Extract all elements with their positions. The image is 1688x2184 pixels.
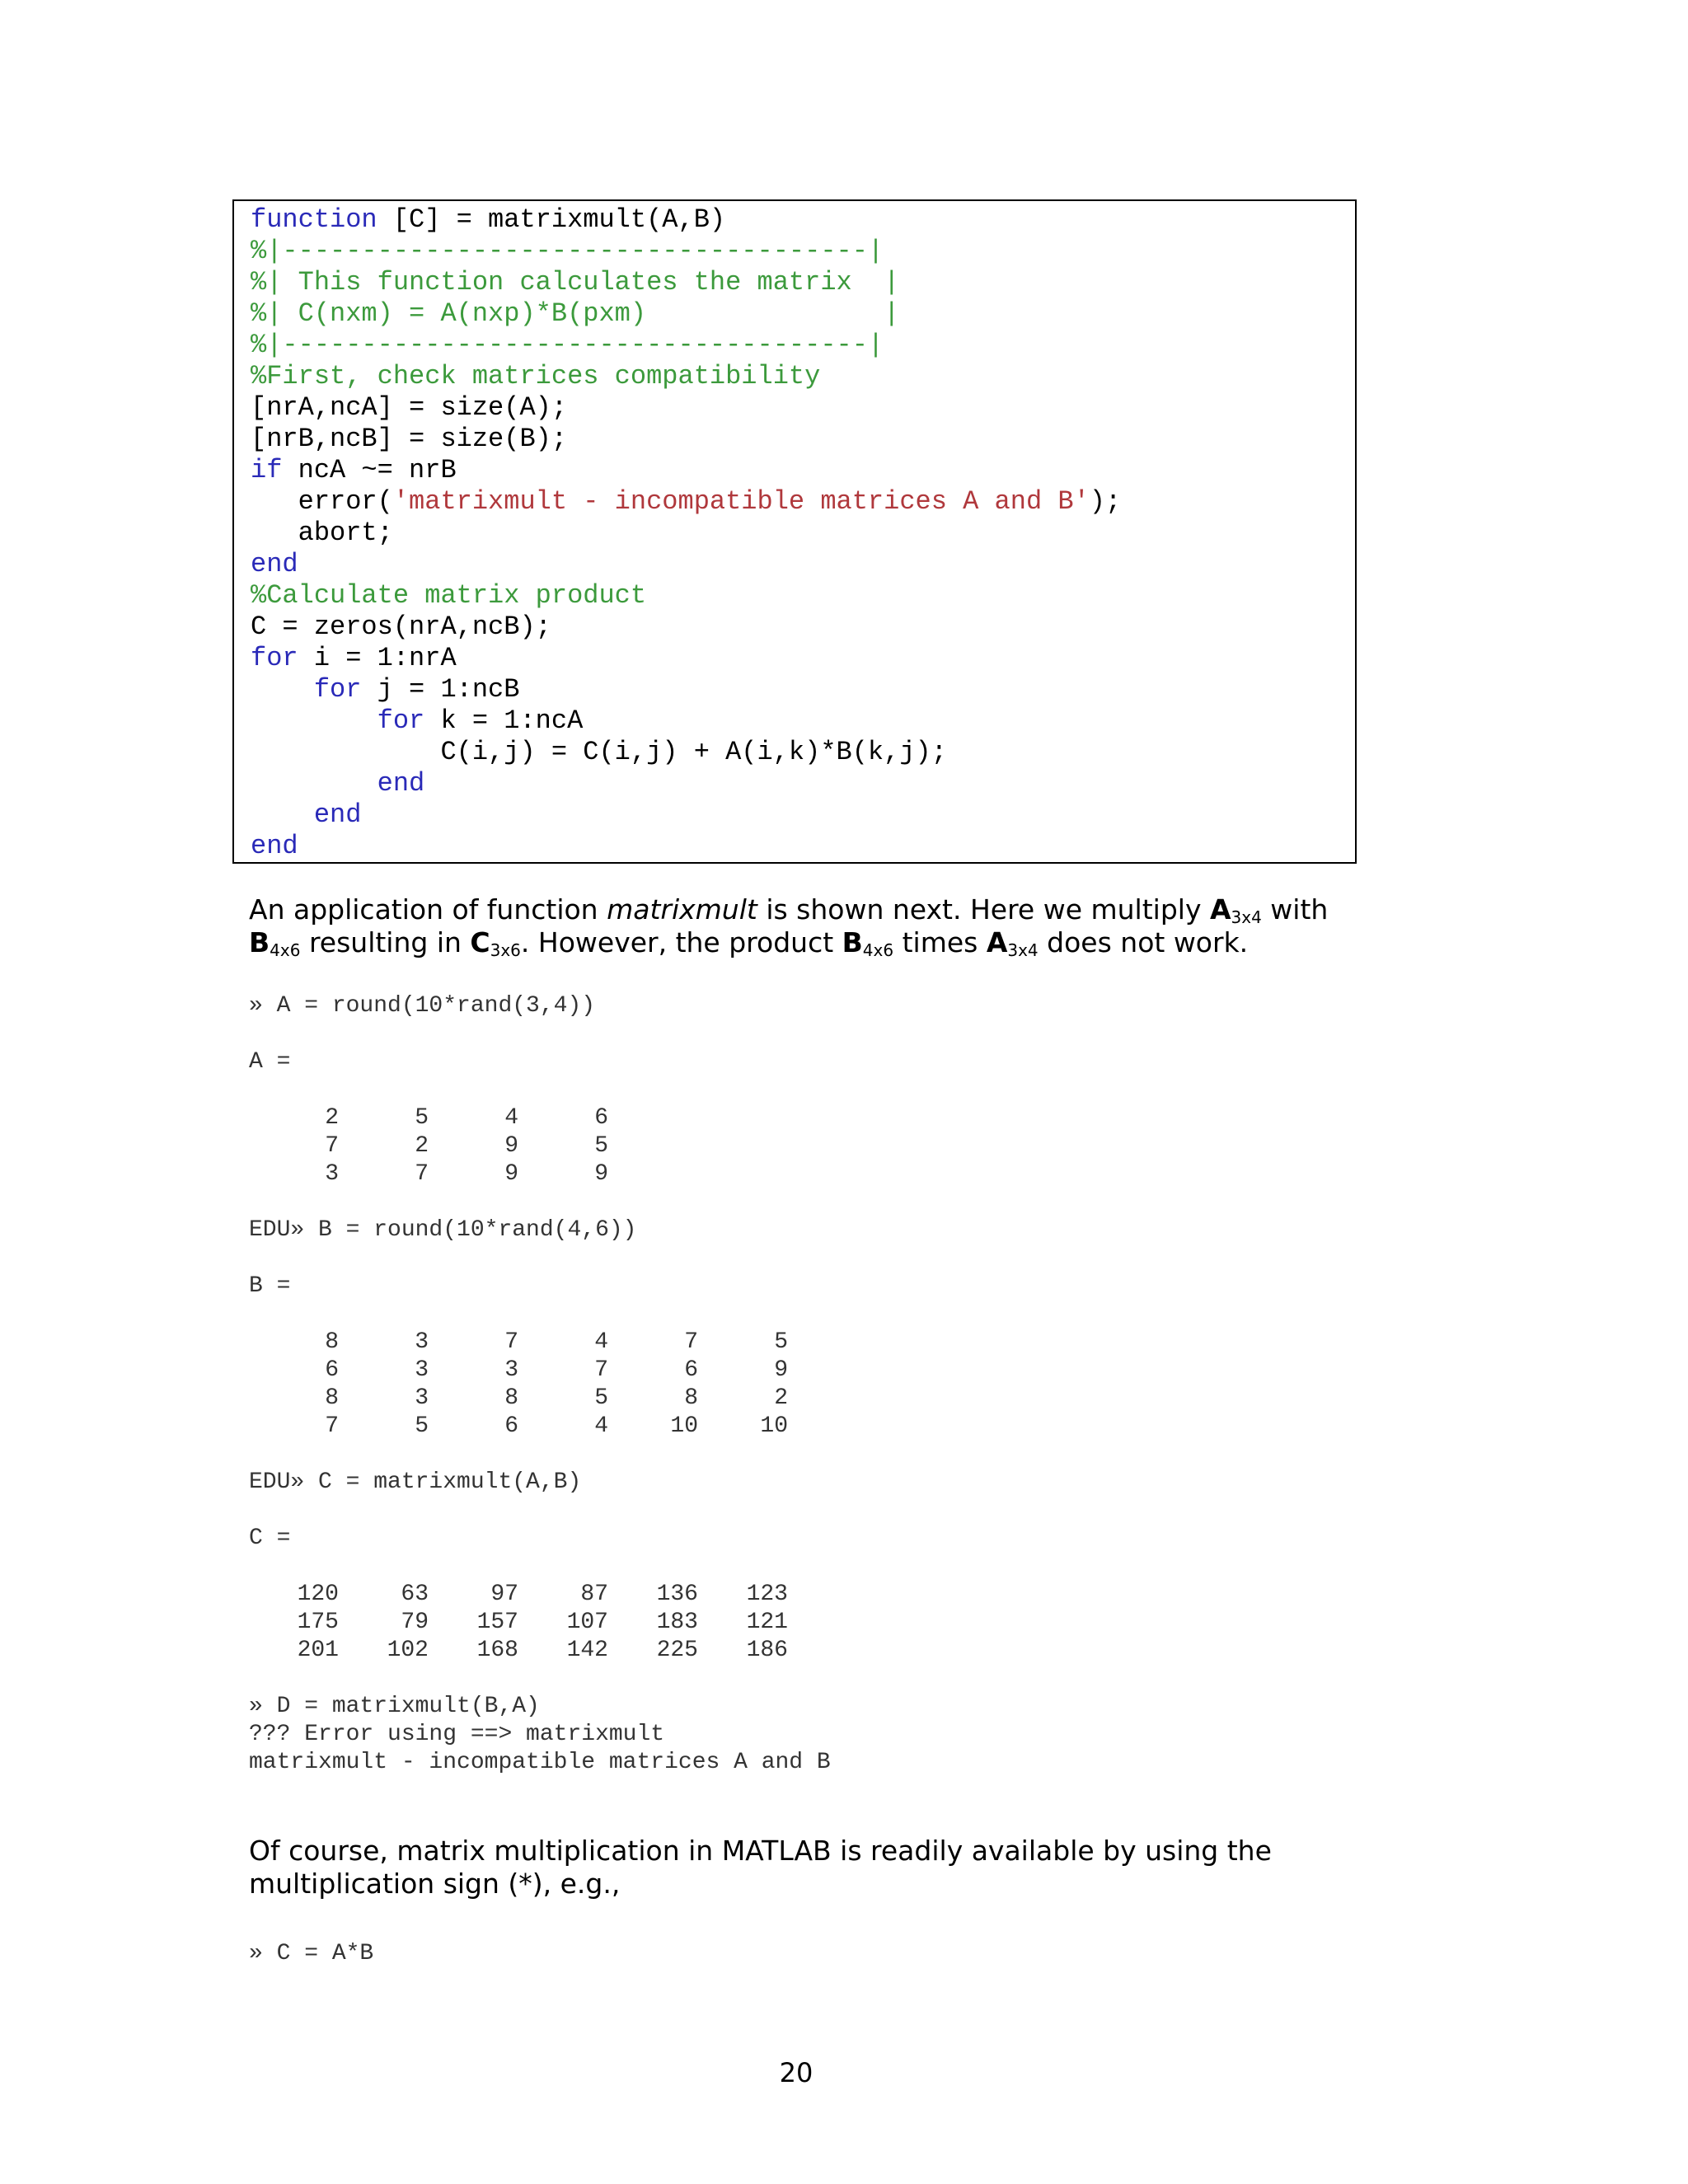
matrix-cell: 6 xyxy=(504,1413,518,1439)
matrix-cell: 7 xyxy=(325,1133,339,1159)
matrix-c xyxy=(249,1581,788,1665)
matrix-cell: 157 xyxy=(476,1610,518,1635)
matrix-cell: 7 xyxy=(594,1357,608,1383)
matrix-cell: 142 xyxy=(566,1638,608,1663)
matrix-row xyxy=(249,1413,788,1441)
matrix-cell: 8 xyxy=(325,1329,339,1355)
code-listing xyxy=(232,199,1357,864)
matrix-cell: 9 xyxy=(774,1357,788,1383)
matrix-cell: 87 xyxy=(580,1582,608,1607)
closing-paragraph: Of course, matrix multiplication in MATLAB is readily available by using the multiplication sign (*), e.g., xyxy=(249,1835,1272,1900)
error-message: matrixmult - incompatible matrices A and B xyxy=(249,1750,831,1775)
matrix-cell: 6 xyxy=(594,1105,608,1131)
code-line: C = zeros(nrA,ncB); xyxy=(251,612,551,642)
code-text: ncA ~= nrB xyxy=(282,455,457,485)
code-line xyxy=(251,705,1355,737)
code-line xyxy=(251,486,1355,518)
code-line xyxy=(251,768,1355,799)
code-comment: %| This function calculates the matrix | xyxy=(251,267,900,298)
command-line: EDU» B = round(10*rand(4,6)) xyxy=(249,1217,637,1243)
code-comment: %Calculate matrix product xyxy=(251,580,647,611)
matrix-cell: 9 xyxy=(504,1133,518,1159)
text: . However, the product xyxy=(520,926,842,958)
intro-paragraph xyxy=(249,893,1362,959)
matrix-row xyxy=(249,1357,788,1385)
dimension: 3x4 xyxy=(1007,940,1039,960)
matrix-cell: 3 xyxy=(415,1385,429,1411)
keyword: end xyxy=(313,799,362,830)
text: times xyxy=(893,926,987,958)
keyword: for xyxy=(377,705,425,736)
text: does not work. xyxy=(1038,926,1249,958)
indent xyxy=(251,705,377,736)
output-label: A = xyxy=(249,1049,291,1075)
keyword: end xyxy=(377,768,425,799)
dimension: 3x6 xyxy=(490,940,521,960)
matrix-cell: 2 xyxy=(774,1385,788,1411)
matrix-cell: 123 xyxy=(746,1582,788,1607)
matrix-row xyxy=(249,1104,608,1132)
matrix-row xyxy=(249,1329,788,1357)
matrix-row xyxy=(249,1132,608,1160)
matrix-cell: 3 xyxy=(325,1161,339,1187)
matrix-cell: 7 xyxy=(684,1329,698,1355)
matrix-symbol: A xyxy=(986,926,1008,958)
matrix-row xyxy=(249,1609,788,1637)
code-line: [nrB,ncB] = size(B); xyxy=(251,424,568,454)
indent xyxy=(251,799,314,830)
matrix-cell: 8 xyxy=(684,1385,698,1411)
code-text: ); xyxy=(1089,486,1122,517)
code-line: C(i,j) = C(i,j) + A(i,k)*B(k,j); xyxy=(251,737,947,767)
command-line: » D = matrixmult(B,A) xyxy=(249,1694,540,1719)
matrix-cell: 121 xyxy=(746,1610,788,1635)
code-line xyxy=(251,204,1355,236)
code-text: j = 1:ncB xyxy=(361,674,520,705)
keyword: end xyxy=(251,549,298,579)
function-name: matrixmult xyxy=(607,893,757,926)
matrix-cell: 10 xyxy=(760,1413,788,1439)
matrix-b xyxy=(249,1329,788,1441)
command-line: » A = round(10*rand(3,4)) xyxy=(249,993,596,1019)
matrix-cell: 175 xyxy=(297,1610,339,1635)
code-comment: %|-------------------------------------| xyxy=(251,330,884,360)
code-text: [C] = matrixmult(A,B) xyxy=(377,204,726,235)
page-number: 20 xyxy=(779,2057,814,2088)
code-text: error( xyxy=(251,486,393,517)
matrix-cell: 225 xyxy=(656,1638,698,1663)
matrix-row xyxy=(249,1160,608,1188)
string-literal: 'matrixmult - incompatible matrices A and B' xyxy=(392,486,1090,517)
code-text: k = 1:ncA xyxy=(424,705,584,736)
indent xyxy=(251,674,314,705)
matrix-cell: 3 xyxy=(504,1357,518,1383)
code-comment: %|-------------------------------------| xyxy=(251,236,884,266)
text: An application of function xyxy=(249,893,607,926)
keyword: for xyxy=(313,674,362,705)
matrix-cell: 168 xyxy=(476,1638,518,1663)
keyword: end xyxy=(251,831,298,861)
matrix-cell: 120 xyxy=(297,1582,339,1607)
error-message: ??? Error using ==> matrixmult xyxy=(249,1722,665,1747)
code-line xyxy=(251,643,1355,674)
matrix-cell: 3 xyxy=(415,1357,429,1383)
keyword: for xyxy=(251,643,298,673)
matrix-cell: 201 xyxy=(297,1638,339,1663)
matrix-cell: 9 xyxy=(594,1161,608,1187)
output-label: B = xyxy=(249,1273,291,1299)
command-line: » C = A*B xyxy=(249,1941,374,1966)
matrix-symbol: B xyxy=(842,926,863,958)
matrix-cell: 186 xyxy=(746,1638,788,1663)
matrix-symbol: A xyxy=(1209,893,1231,926)
matrix-cell: 107 xyxy=(566,1610,608,1635)
matrix-cell: 8 xyxy=(504,1385,518,1411)
matrix-cell: 4 xyxy=(504,1105,518,1131)
code-text: i = 1:nrA xyxy=(298,643,457,673)
matrix-cell: 102 xyxy=(387,1638,429,1663)
matrix-cell: 7 xyxy=(415,1161,429,1187)
text: with xyxy=(1261,893,1329,926)
matrix-cell: 7 xyxy=(325,1413,339,1439)
dimension: 4x6 xyxy=(270,940,301,960)
matrix-cell: 3 xyxy=(415,1329,429,1355)
matrix-cell: 5 xyxy=(594,1133,608,1159)
matrix-cell: 183 xyxy=(656,1610,698,1635)
matrix-cell: 8 xyxy=(325,1385,339,1411)
matrix-cell: 2 xyxy=(325,1105,339,1131)
text: is shown next. Here we multiply xyxy=(757,893,1210,926)
output-label: C = xyxy=(249,1526,291,1551)
command-line: EDU» C = matrixmult(A,B) xyxy=(249,1469,582,1495)
matrix-cell: 5 xyxy=(415,1105,429,1131)
matrix-cell: 4 xyxy=(594,1329,608,1355)
matrix-cell: 10 xyxy=(670,1413,698,1439)
matrix-row xyxy=(249,1385,788,1413)
code-line: [nrA,ncA] = size(A); xyxy=(251,392,568,423)
matrix-a xyxy=(249,1104,608,1188)
code-line: abort; xyxy=(251,518,393,548)
matrix-cell: 6 xyxy=(325,1357,339,1383)
matrix-cell: 79 xyxy=(401,1610,429,1635)
keyword: function xyxy=(251,204,377,235)
matrix-cell: 63 xyxy=(401,1582,429,1607)
matrix-symbol: B xyxy=(249,926,270,958)
code-line xyxy=(251,799,1355,831)
keyword: if xyxy=(251,455,283,485)
matrix-row xyxy=(249,1581,788,1609)
matrix-cell: 5 xyxy=(594,1385,608,1411)
code-line xyxy=(251,455,1355,486)
matrix-cell: 5 xyxy=(415,1413,429,1439)
matrix-cell: 97 xyxy=(490,1582,518,1607)
matrix-cell: 136 xyxy=(656,1582,698,1607)
indent xyxy=(251,768,377,799)
matrix-cell: 6 xyxy=(684,1357,698,1383)
code-comment: %| C(nxm) = A(nxp)*B(pxm) | xyxy=(251,298,900,329)
code-comment: %First, check matrices compatibility xyxy=(251,361,821,391)
text: resulting in xyxy=(300,926,471,958)
matrix-row xyxy=(249,1637,788,1665)
matrix-cell: 4 xyxy=(594,1413,608,1439)
matrix-cell: 2 xyxy=(415,1133,429,1159)
code-line xyxy=(251,674,1355,705)
matrix-cell: 9 xyxy=(504,1161,518,1187)
matrix-symbol: C xyxy=(470,926,490,958)
dimension: 3x4 xyxy=(1231,907,1262,927)
matrix-cell: 7 xyxy=(504,1329,518,1355)
dimension: 4x6 xyxy=(862,940,894,960)
matrix-cell: 5 xyxy=(774,1329,788,1355)
